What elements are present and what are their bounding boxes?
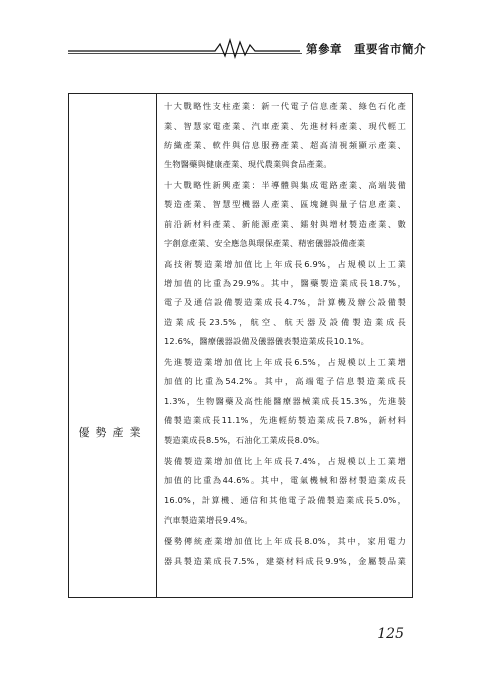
text-line: 業、智慧家電產業、汽車產業、先進材料產業、現代輕工 bbox=[164, 121, 406, 131]
text-line: 製造產業、智慧型機器人產業、區塊鏈與量子信息產業、 bbox=[164, 199, 406, 209]
text-line: 汽車製造業增長9.4%。 bbox=[164, 515, 253, 525]
text-line: 1.3%，生物醫藥及高性能醫療器械業成長15.3%，先進裝 bbox=[164, 396, 406, 406]
text-line: 12.6%，醫療儀器設備及儀器儀表製造業成長10.1%。 bbox=[164, 336, 369, 346]
text-line: 十大戰略性支柱產業：新一代電子信息產業、綠色石化產 bbox=[164, 101, 406, 111]
text-line: 生物醫藥與健康產業、現代農業與食品產業。 bbox=[164, 159, 332, 169]
text-line: 裝備製造業增加值比上年成長7.4%，占規模以上工業增 bbox=[164, 456, 406, 466]
text-line: 加值的比重為54.2%。其中，高端電子信息製造業成長 bbox=[164, 376, 406, 386]
text-line: 製造業成長8.5%，石油化工業成長8.0%。 bbox=[164, 435, 325, 445]
page-number: 125 bbox=[377, 626, 404, 642]
text-line: 高技術製造業增加值比上年成長6.9%，占規模以上工業 bbox=[164, 259, 406, 269]
text-line: 備製造業成長11.1%，先進輕紡製造業成長7.8%，新材料 bbox=[164, 415, 406, 425]
text-line: 優勢傳統產業增加值比上年成長8.0%，其中，家用電力 bbox=[164, 536, 406, 546]
text-line: 加值的比重為44.6%。其中，電氣機械和器材製造業成長 bbox=[164, 475, 406, 485]
text-line: 字創意產業、安全應急與環保產業、精密儀器設備產業 bbox=[164, 238, 366, 248]
text-line: 先進製造業增加值比上年成長6.5%，占規模以上工業增 bbox=[164, 357, 406, 367]
column-divider bbox=[156, 94, 157, 597]
text-line: 前沿新材料產業、新能源產業、鐳射與增材製造產業、數 bbox=[164, 219, 406, 229]
page-header bbox=[0, 0, 480, 60]
text-line: 紡織產業、軟件與信息服務產業、超高清視頻顯示產業、 bbox=[164, 140, 406, 150]
text-line: 造業成長23.5%，航空、航天器及設備製造業成長 bbox=[164, 317, 406, 327]
text-line: 十大戰略性新興產業：半導體與集成電路產業、高端裝備 bbox=[164, 180, 406, 190]
row-label-advantage-industries: 優勢產業 bbox=[78, 426, 147, 439]
text-line: 16.0%，計算機、通信和其他電子設備製造業成長5.0%， bbox=[164, 495, 406, 505]
text-line: 電子及通信設備製造業成長4.7%，計算機及辦公設備製 bbox=[164, 297, 406, 307]
chapter-title: 第參章 重要省市簡介 bbox=[302, 40, 430, 58]
text-line: 增加值的比重為29.9%。其中，醫藥製造業成長18.7%， bbox=[164, 278, 406, 288]
text-line: 器具製造業成長7.5%，建築材料成長9.9%，金屬製品業 bbox=[164, 556, 406, 566]
industry-table bbox=[68, 93, 413, 598]
